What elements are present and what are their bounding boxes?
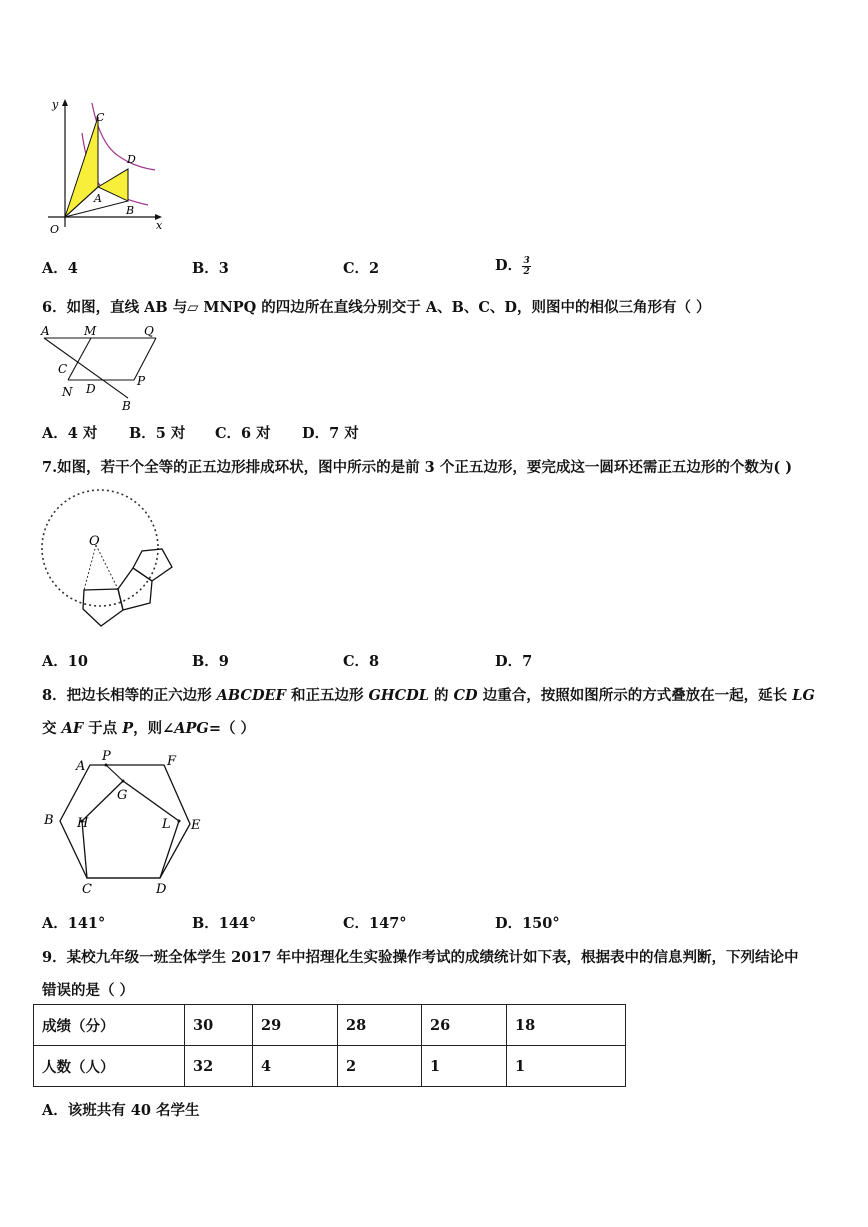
fig8-label-G: G bbox=[117, 788, 128, 803]
table-row bbox=[34, 1005, 626, 1046]
pentagon-2 bbox=[118, 568, 152, 610]
q7-option-c: C．8 bbox=[343, 653, 380, 670]
fig6-label-C: C bbox=[58, 362, 68, 376]
pentagon-3 bbox=[133, 549, 172, 581]
q6-option-a: A．4 对 bbox=[42, 425, 98, 442]
q9-line-1: 9．某校九年级一班全体学生 2017 年中招理化生实验操作考试的成绩统计如下表，根据表中的信息判断，下列结论中 bbox=[42, 949, 799, 966]
q8-line-name: LG bbox=[792, 687, 815, 704]
q8-pentagon-name: GHCDL bbox=[368, 687, 429, 704]
q6-figure bbox=[36, 320, 166, 415]
fig5-label-A: A bbox=[94, 192, 102, 205]
q8-edge-name: CD bbox=[453, 687, 478, 704]
table-cell: 人数（人） bbox=[34, 1046, 185, 1087]
y-axis-arrow bbox=[62, 99, 68, 106]
q6-options bbox=[42, 422, 359, 443]
q8-hexagon-name: ABCDEF bbox=[216, 687, 286, 704]
fig6-label-P: P bbox=[137, 374, 146, 388]
table-cell: 4 bbox=[253, 1046, 338, 1087]
fig8-label-H: H bbox=[77, 816, 89, 831]
table-cell: 28 bbox=[338, 1005, 422, 1046]
table-cell: 18 bbox=[507, 1005, 626, 1046]
q8-text-part: 交 bbox=[42, 720, 62, 737]
fig6-label-D: D bbox=[86, 382, 96, 396]
q8-figure bbox=[40, 748, 210, 898]
radius-line-1 bbox=[84, 545, 96, 590]
q8-text-part: 的 bbox=[428, 687, 454, 704]
table-cell: 26 bbox=[422, 1005, 507, 1046]
fig6-label-M: M bbox=[84, 324, 97, 338]
fig8-label-L: L bbox=[162, 817, 171, 832]
q8-angle-name: APG bbox=[174, 720, 209, 737]
dotted-ring bbox=[42, 490, 158, 606]
fig6-label-N: N bbox=[62, 385, 73, 399]
line-MN bbox=[68, 338, 91, 380]
q5-option-d bbox=[495, 254, 531, 277]
q7-text: 7.如图，若干个全等的正五边形排成环状，图中所示的是前 3 个正五边形，要完成这一圆环还需正五边形的个数为( ) bbox=[42, 459, 793, 476]
segment-GP bbox=[106, 765, 123, 781]
q8-text-part: =（ ） bbox=[208, 720, 256, 737]
fraction-numerator: 3 bbox=[523, 255, 530, 266]
q9-line-2: 错误的是（ ） bbox=[42, 982, 135, 999]
q6-option-b: B．5 对 bbox=[129, 425, 186, 442]
fig6-label-A: A bbox=[41, 324, 50, 338]
table-cell: 成绩（分） bbox=[34, 1005, 185, 1046]
fig7-label-O: O bbox=[89, 534, 100, 549]
fig5-label-x: x bbox=[156, 219, 163, 232]
q6-text: 6．如图，直线 AB 与▱ MNPQ 的四边所在直线分别交于 A、B、C、D，则图中的相似三角形有（ ） bbox=[42, 299, 711, 316]
table-cell: 29 bbox=[253, 1005, 338, 1046]
fig8-label-B: B bbox=[44, 813, 54, 828]
point-G bbox=[122, 780, 125, 783]
fig5-label-C: C bbox=[96, 111, 105, 124]
fraction-denominator: 2 bbox=[523, 266, 530, 277]
q5-option-a: A．4 bbox=[42, 260, 78, 277]
table-cell: 32 bbox=[185, 1046, 253, 1087]
q9-option-a: A．该班共有 40 名学生 bbox=[42, 1102, 200, 1119]
fig8-label-P: P bbox=[102, 749, 111, 764]
q8-option-a: A．141° bbox=[42, 915, 106, 932]
q8-text-part: 边重合，按照如图所示的方式叠放在一起，延长 bbox=[477, 687, 793, 704]
fig5-label-B: B bbox=[126, 204, 135, 217]
q8-option-d: D．150° bbox=[495, 915, 560, 932]
point-L bbox=[178, 820, 181, 823]
fig5-label-D: D bbox=[127, 153, 136, 166]
q7-option-d: D．7 bbox=[495, 653, 533, 670]
q5-option-d-prefix: D． bbox=[495, 257, 523, 274]
q8-text-part: 于点 bbox=[83, 720, 123, 737]
q8-option-c: C．147° bbox=[343, 915, 407, 932]
q9-score-table bbox=[33, 1004, 626, 1087]
fig8-label-F: F bbox=[167, 754, 177, 769]
table-cell: 2 bbox=[338, 1046, 422, 1087]
q8-side-name: AF bbox=[61, 720, 84, 737]
q8-text-part: ，则∠ bbox=[133, 720, 175, 737]
fig6-label-B: B bbox=[122, 399, 131, 413]
fig8-label-D: D bbox=[156, 882, 167, 897]
table-cell: 1 bbox=[422, 1046, 507, 1087]
q5-option-d-fraction bbox=[522, 256, 531, 277]
q8-option-b: B．144° bbox=[192, 915, 257, 932]
q5-figure bbox=[40, 95, 175, 240]
radius-line-2 bbox=[96, 545, 118, 589]
q5-option-c: C．2 bbox=[343, 260, 380, 277]
q6-option-c: C．6 对 bbox=[215, 425, 271, 442]
fig8-label-A: A bbox=[76, 759, 86, 774]
q8-text-part: 和正五边形 bbox=[285, 687, 369, 704]
fig8-label-C: C bbox=[82, 882, 92, 897]
q8-line-1 bbox=[42, 684, 815, 705]
table-cell: 30 bbox=[185, 1005, 253, 1046]
fig5-label-O: O bbox=[50, 223, 60, 236]
q8-line-2 bbox=[42, 717, 255, 738]
table-cell: 1 bbox=[507, 1046, 626, 1087]
q6-option-d: D．7 对 bbox=[302, 425, 359, 442]
q7-option-a: A．10 bbox=[42, 653, 88, 670]
fig5-label-y: y bbox=[52, 98, 59, 111]
q5-option-b: B．3 bbox=[192, 260, 229, 277]
fig8-label-E: E bbox=[191, 818, 201, 833]
fig6-label-Q: Q bbox=[144, 324, 154, 338]
triangle-ABD bbox=[98, 169, 128, 201]
q8-text-part: 8．把边长相等的正六边形 bbox=[42, 687, 217, 704]
q7-figure bbox=[38, 485, 188, 635]
q7-option-b: B．9 bbox=[192, 653, 229, 670]
table-row bbox=[34, 1046, 626, 1087]
q8-point-name: P bbox=[122, 720, 134, 737]
pentagon-1 bbox=[83, 589, 123, 626]
